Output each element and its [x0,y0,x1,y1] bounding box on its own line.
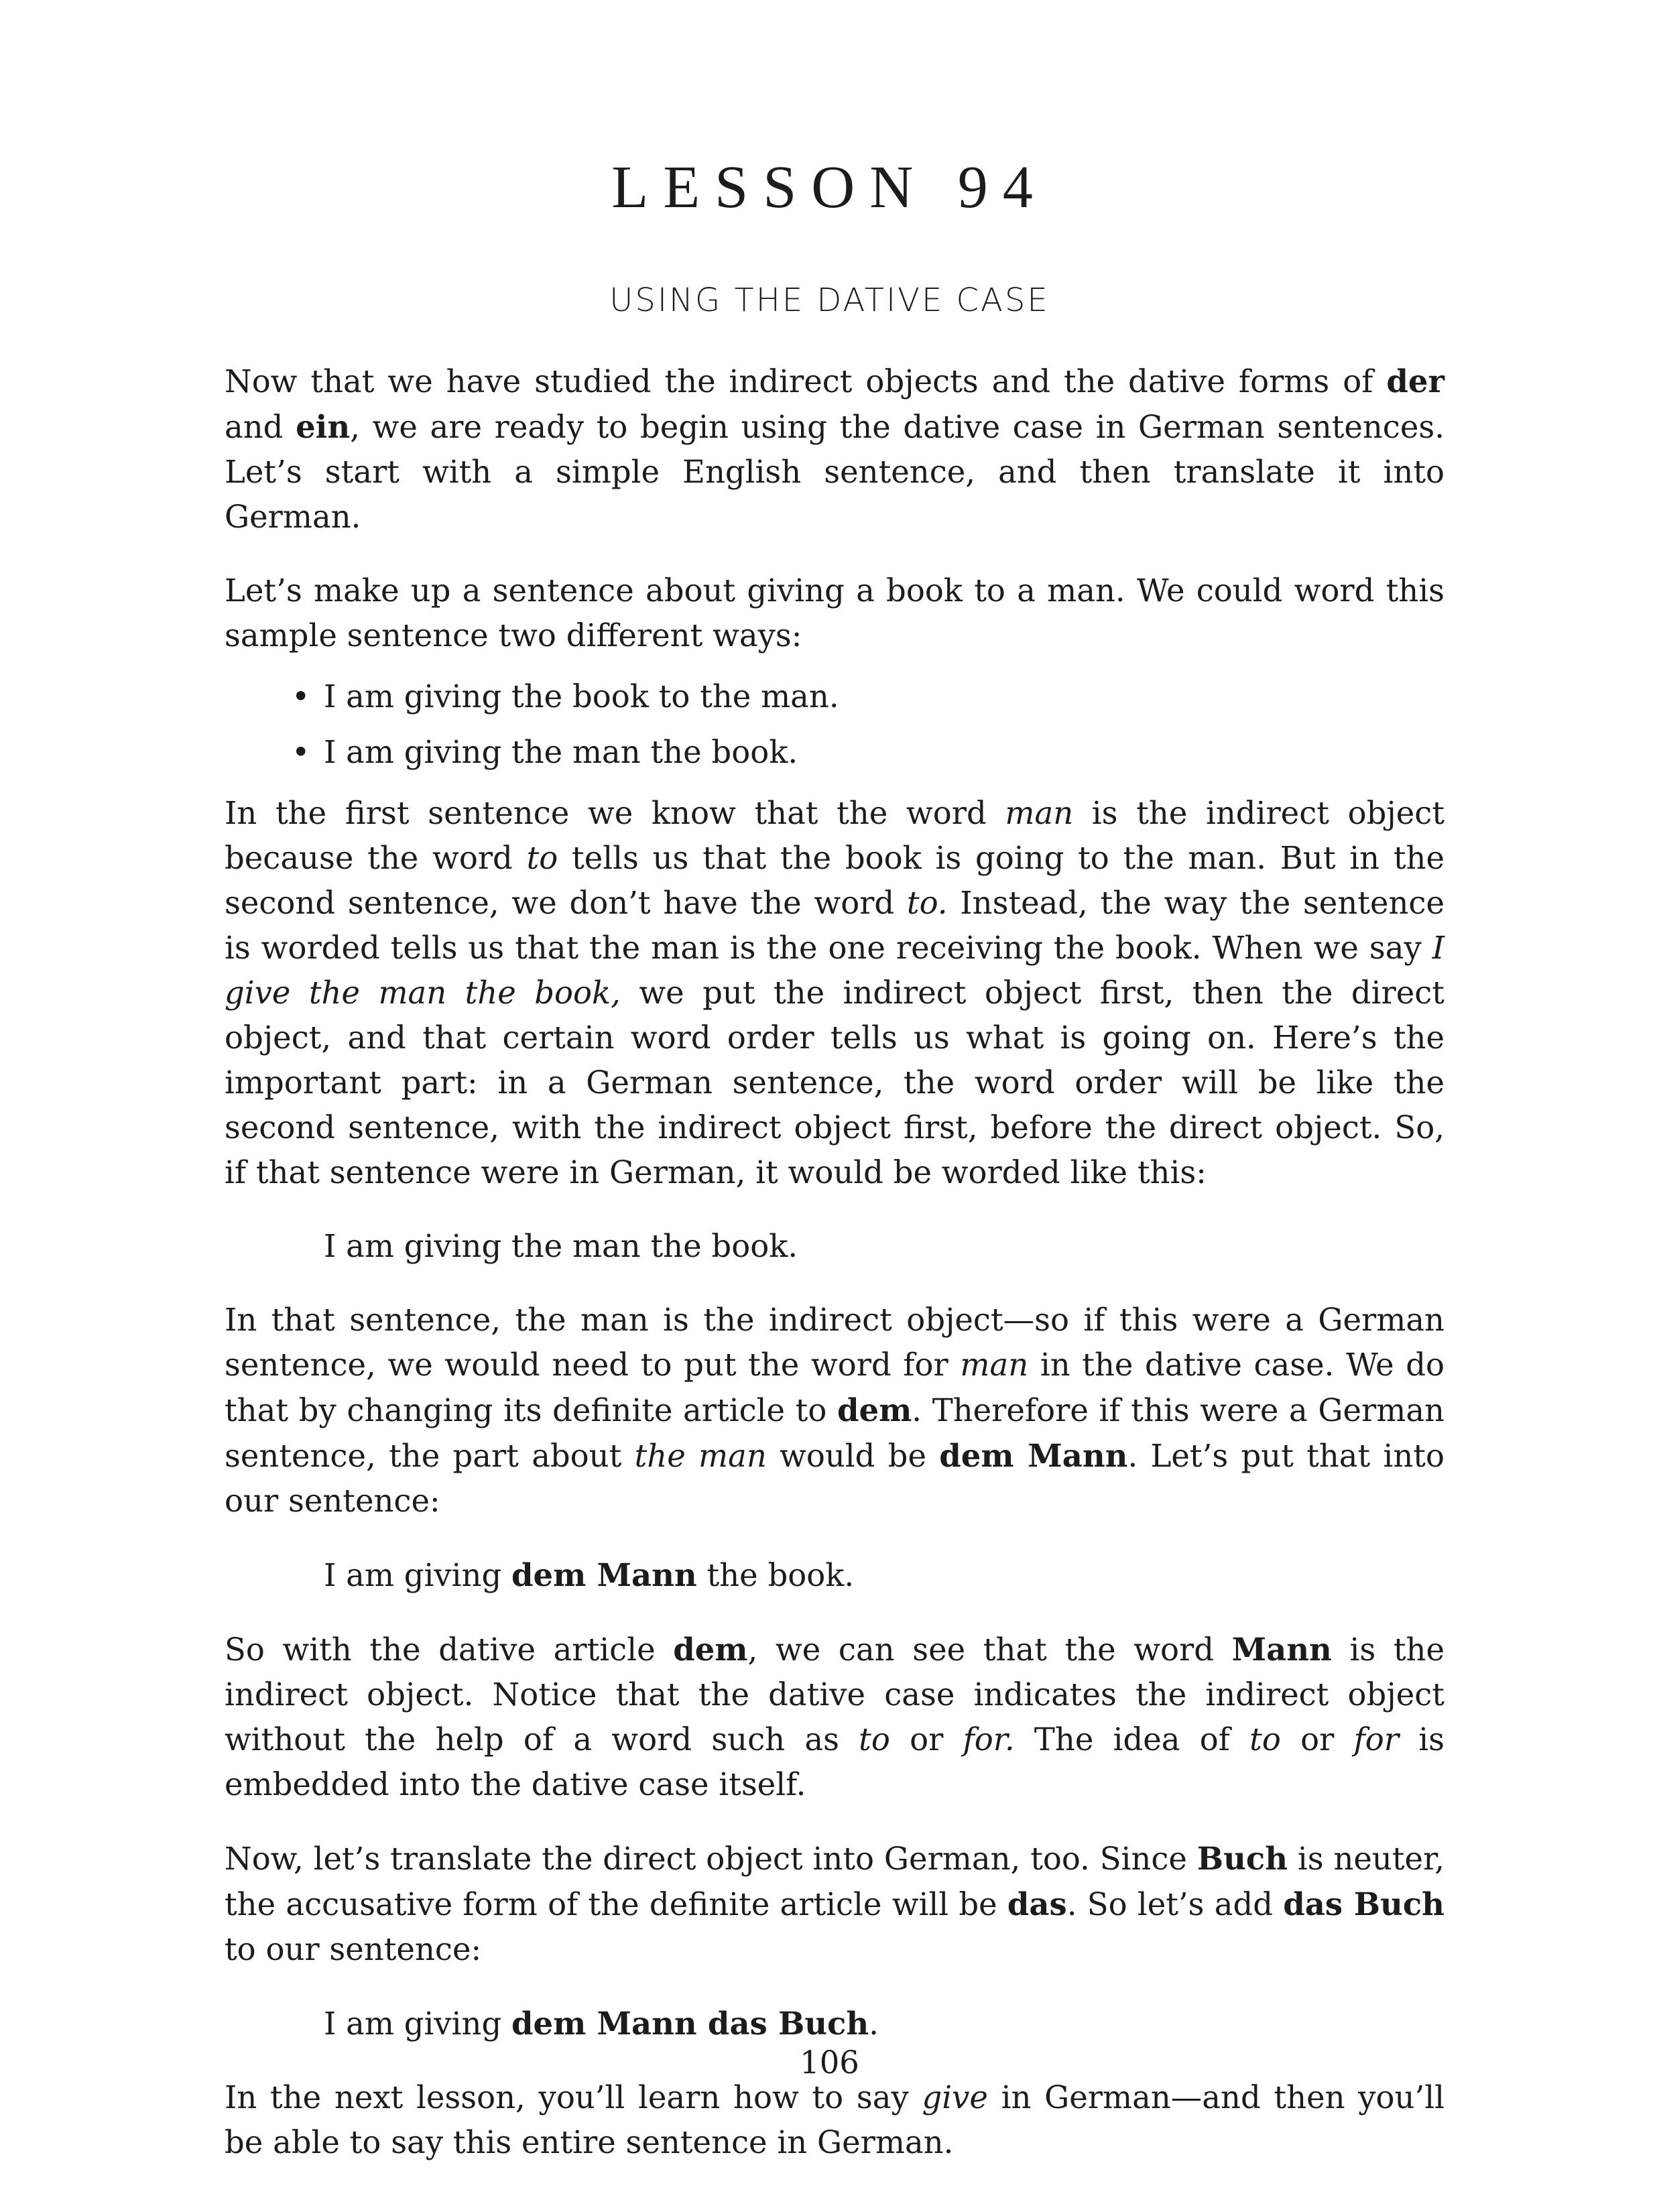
text-run: In that sentence, the man is the indirect object—so if this were a German sentence, we would need to put the word for [225,1302,1445,1383]
text-run: Now, let’s translate the direct object into German, too. Since [225,1841,1197,1877]
example-sentence-2 [225,1552,1445,1598]
text-run: we put the indirect object first, then the direct object, and that certain word order tells us what is going on. Here’s the important part: in a German sentence, the word order will be like the second sentence, with the indirect object first, before the direct object. So, if that sentence were in German, it would be worded like this: [225,975,1445,1190]
bullet-text: I am giving the man the book. [324,734,798,770]
text-run: I am giving [324,1557,512,1593]
paragraph-word-order [225,791,1445,1195]
bold-term: Buch [1196,1840,1288,1877]
text-run: In the next lesson, you’ll learn how to say [225,2079,922,2115]
text-run: is embedded into the dative case itself. [225,1721,1445,1802]
italic-term: man [960,1347,1029,1383]
lesson-subtitle: USING THE DATIVE CASE [609,282,1050,319]
text-run: . Let’s put that into our sentence: [225,1438,1445,1519]
paragraph-intro [225,359,1445,540]
text-run: is the indirect object. Notice that the dative case indicates the indirect object without the help of a word such as [225,1632,1445,1758]
example-sentence-3 [225,2001,1445,2046]
bold-term: Mann [1231,1631,1332,1668]
text-run: in German—and then you’ll be able to say this entire sentence in German. [225,2079,1445,2160]
text-run: is neuter, the accusative form of the definite article will be [225,1841,1445,1922]
bold-term-der: der [1386,363,1445,400]
text-run: In the first sentence we know that the word [225,795,1005,831]
text-run: . So let’s add [1066,1886,1284,1922]
example-bullet-list [225,674,1445,775]
text-run: . [869,2006,879,2042]
italic-term: to. [906,885,948,921]
italic-term: give [922,2079,988,2115]
bullet-text: I am giving the book to the man. [324,678,839,715]
bullet-item [292,730,1445,775]
paragraph-direct-object [225,1836,1445,1972]
text-run: Now that we have studied the indirect objects and the dative forms of [225,363,1387,400]
bold-term: dem Mann das Buch [511,2005,869,2042]
text-run: I am giving the man the book. [324,1228,798,1264]
paragraph-next-lesson [225,2075,1445,2165]
body-text [225,359,1445,2165]
text-run: tells us that the book is going to the man. But in the second sentence, we don’t have the word [225,840,1445,921]
text-run: or [1280,1721,1354,1758]
paragraph-sample-sentence [225,568,1445,658]
text-run: Instead, the way the sentence is worded tells us that the man is the one receiving the book. When we say [225,885,1445,966]
italic-term: the man [634,1438,767,1474]
text-run: , we are ready to begin using the dative case in German sentences. Let’s start with a simple English sentence, and then translate it into German. [225,409,1445,535]
page-number: 106 [800,2044,859,2081]
bold-term: das [1007,1886,1067,1922]
text-run: Let’s make up a sentence about giving a book to a man. We could word this sample sentence two different ways: [225,572,1445,654]
paragraph-dative-article [225,1298,1445,1524]
bold-term-ein: ein [296,408,351,445]
bullet-item [292,674,1445,719]
text-run: . Therefore if this were a German sentence, the part about [225,1392,1445,1474]
italic-term: for. [963,1721,1015,1758]
italic-term: man [1005,795,1074,831]
text-run: is the indirect object because the word [225,795,1445,876]
text-run: , we can see that the word [747,1632,1232,1668]
italic-term: to [1249,1721,1281,1758]
text-run: The idea of [1014,1721,1250,1758]
bullet-dot-icon: • [292,678,310,715]
bold-term: dem Mann [511,1556,697,1593]
text-run: in the dative case. We do that by changing its definite article to [225,1347,1445,1428]
bold-term: dem Mann [939,1437,1128,1474]
text-run: So with the dative article [225,1632,674,1668]
italic-term: I give the man the book, [225,930,1445,1011]
text-run: I am giving [324,2006,512,2042]
italic-term: to [859,1721,890,1758]
bold-term: dem [837,1392,912,1428]
bold-term: das Buch [1283,1886,1445,1922]
lesson-title: LESSON 94 [611,154,1048,221]
text-run: would be [766,1438,940,1474]
text-run: and [225,409,296,445]
bullet-dot-icon: • [292,734,310,770]
text-run: or [889,1721,963,1758]
italic-term: for [1353,1721,1399,1758]
text-run: the book. [696,1557,855,1593]
text-run: to our sentence: [225,1931,482,1967]
bold-term: dem [673,1631,748,1668]
paragraph-indirect-object [225,1627,1445,1807]
italic-term: to [526,840,558,876]
example-sentence-1 [225,1224,1445,1269]
